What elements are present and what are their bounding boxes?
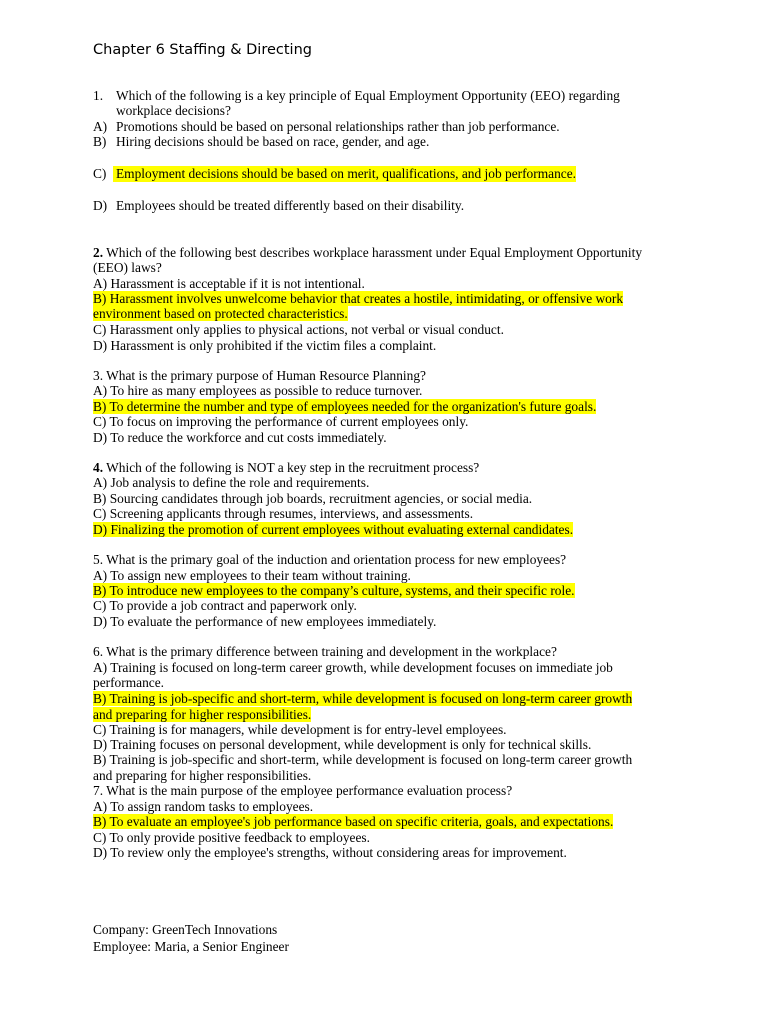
- question-1-option-d: D) Employees should be treated differently based on their disability.: [93, 198, 465, 213]
- question-1-stem: 1. Which of the following is a key principle of Equal Employment Opportunity (EEO) regarding: [93, 88, 620, 103]
- question-3-option-d: D) To reduce the workforce and cut costs immediately.: [93, 430, 387, 445]
- question-7-stem: 7. What is the main purpose of the employee performance evaluation process?: [93, 783, 513, 798]
- question-1-option-b: B) Hiring decisions should be based on race, gender, and age.: [93, 134, 430, 149]
- question-6-option-b-answer: B) Training is job-specific and short-term, while development is focused on long-term career growth: [93, 691, 633, 706]
- case-company: Company: GreenTech Innovations: [93, 922, 278, 937]
- question-2-number: 2.: [93, 245, 104, 260]
- question-4-option-a: A) Job analysis to define the role and requirements.: [93, 475, 370, 490]
- question-7-option-b-answer: B) To evaluate an employee's job performance based on specific criteria, goals, and expectations.: [93, 814, 614, 829]
- question-4-option-d-answer: D) Finalizing the promotion of current employees without evaluating external candidates.: [93, 522, 574, 537]
- question-6-repeated-answer: B) Training is job-specific and short-term, while development is focused on long-term career growth: [93, 752, 633, 767]
- question-2-stem: 2. Which of the following best describes workplace harassment under Equal Employment Opportunity: [93, 245, 643, 260]
- question-2-option-b-answer: B) Harassment involves unwelcome behavior that creates a hostile, intimidating, or offensive work: [93, 291, 624, 306]
- question-6-option-b-answer-cont: and preparing for higher responsibilities.: [93, 707, 312, 722]
- question-5-option-b-answer: B) To introduce new employees to the company’s culture, systems, and their specific role.: [93, 583, 575, 598]
- case-employee: Employee: Maria, a Senior Engineer: [93, 939, 289, 954]
- question-4-option-c: C) Screening applicants through resumes, interviews, and assessments.: [93, 506, 474, 521]
- question-5-stem: 5. What is the primary goal of the induction and orientation process for new employees?: [93, 552, 567, 567]
- question-6-option-a-cont: performance.: [93, 675, 165, 690]
- question-7-option-c: C) To only provide positive feedback to employees.: [93, 830, 370, 845]
- question-5-option-d: D) To evaluate the performance of new employees immediately.: [93, 614, 437, 629]
- document-title: Chapter 6 Staffing & Directing: [93, 42, 312, 58]
- question-4-number: 4.: [93, 460, 104, 475]
- question-2-option-b-answer-cont: environment based on protected characteristics.: [93, 306, 348, 321]
- question-1-stem-cont: workplace decisions?: [116, 103, 231, 118]
- question-4-option-b: B) Sourcing candidates through job boards, recruitment agencies, or social media.: [93, 491, 533, 506]
- question-3-option-c: C) To focus on improving the performance of current employees only.: [93, 414, 469, 429]
- question-2-stem-cont: (EEO) laws?: [93, 260, 162, 275]
- question-2-option-a: A) Harassment is acceptable if it is not intentional.: [93, 276, 365, 291]
- question-6-option-d: D) Training focuses on personal development, while development is only for technical skills.: [93, 737, 592, 752]
- question-7-option-d: D) To review only the employee's strengths, without considering areas for improvement.: [93, 845, 567, 860]
- question-5-option-a: A) To assign new employees to their team without training.: [93, 568, 411, 583]
- question-7-option-a: A) To assign random tasks to employees.: [93, 799, 314, 814]
- question-4-stem: 4. Which of the following is NOT a key step in the recruitment process?: [93, 460, 480, 475]
- question-6-stem: 6. What is the primary difference between training and development in the workplace?: [93, 644, 557, 659]
- question-5-option-c: C) To provide a job contract and paperwork only.: [93, 598, 357, 613]
- question-3-option-b-answer: B) To determine the number and type of employees needed for the organization's future goals.: [93, 399, 597, 414]
- question-6-option-c: C) Training is for managers, while development is for entry-level employees.: [93, 722, 507, 737]
- question-1-option-c-answer: C) Employment decisions should be based on merit, qualifications, and job performance.: [93, 166, 577, 181]
- question-2-option-c: C) Harassment only applies to physical actions, not verbal or visual conduct.: [93, 322, 504, 337]
- question-6-option-a: A) Training is focused on long-term career growth, while development focuses on immediate job: [93, 660, 613, 675]
- question-2-option-d: D) Harassment is only prohibited if the victim files a complaint.: [93, 338, 437, 353]
- question-3-option-a: A) To hire as many employees as possible to reduce turnover.: [93, 383, 423, 398]
- question-1-number: 1.: [93, 88, 104, 103]
- question-6-repeated-answer-cont: and preparing for higher responsibilities.: [93, 768, 312, 783]
- question-3-stem: 3. What is the primary purpose of Human Resource Planning?: [93, 368, 426, 383]
- question-1-option-a: A) Promotions should be based on personal relationships rather than job performance.: [93, 119, 560, 134]
